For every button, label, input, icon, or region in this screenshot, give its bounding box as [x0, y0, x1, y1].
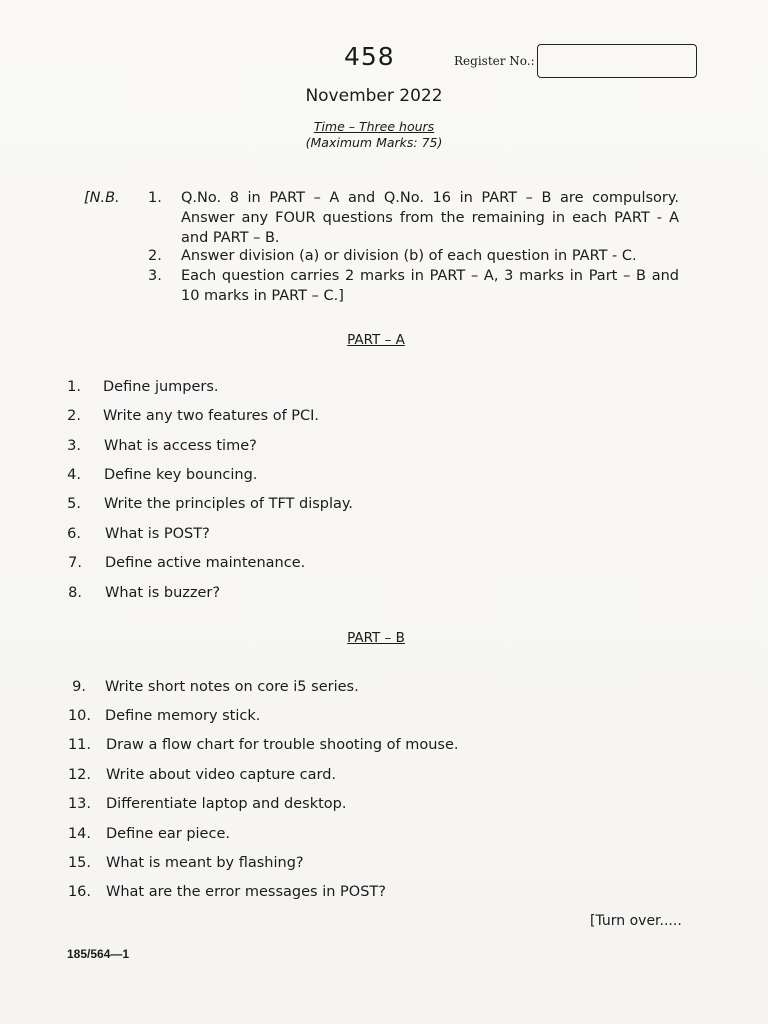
question-number: 9. — [72, 679, 86, 695]
question-text: What is meant by flashing? — [106, 855, 304, 871]
instruction-number: 1. — [148, 190, 162, 206]
question-text: Write the principles of TFT display. — [104, 496, 354, 512]
question-number: 1. — [67, 379, 81, 395]
register-number-label: Register No.: — [454, 54, 535, 68]
question-text: Differentiate laptop and desktop. — [106, 796, 347, 812]
question-text: Define memory stick. — [105, 708, 261, 724]
turn-over-note: [Turn over..... — [590, 913, 682, 929]
instruction-number: 2. — [148, 248, 162, 264]
paper-code: 458 — [344, 42, 395, 71]
question-number: 11. — [67, 737, 91, 753]
question-number: 16. — [67, 884, 91, 900]
question-number: 2. — [67, 408, 81, 424]
question-text: Write short notes on core i5 series. — [105, 679, 359, 695]
maximum-marks: (Maximum Marks: 75) — [305, 135, 443, 150]
exam-session: November 2022 — [305, 86, 443, 106]
footer-paper-code: 185/564—1 — [67, 947, 130, 961]
question-number: 8. — [68, 585, 82, 601]
question-text: What is access time? — [104, 438, 257, 454]
question-text: Draw a flow chart for trouble shooting of mouse. — [106, 737, 459, 753]
question-number: 14. — [67, 826, 91, 842]
question-number: 3. — [67, 438, 81, 454]
part-a-heading: PART – A — [347, 332, 405, 348]
question-number: 13. — [67, 796, 91, 812]
question-text: What is buzzer? — [105, 585, 221, 601]
exam-duration: Time – Three hours — [313, 119, 435, 134]
question-number: 4. — [67, 467, 81, 483]
question-text: Define jumpers. — [103, 379, 219, 395]
instruction-text: Answer division (a) or division (b) of each question in PART - C. — [181, 248, 637, 264]
question-text: What is POST? — [105, 526, 210, 542]
part-b-heading: PART – B — [347, 630, 405, 646]
question-number: 10. — [67, 708, 91, 724]
register-number-box — [537, 44, 697, 78]
instruction-text: Each question carries 2 marks in PART – A, 3 marks in Part – B and 10 marks in PART – C.] — [181, 268, 679, 304]
question-number: 5. — [67, 496, 81, 512]
question-text: Define ear piece. — [106, 826, 230, 842]
question-text: What are the error messages in POST? — [106, 884, 386, 900]
question-text: Define active maintenance. — [105, 555, 306, 571]
question-text: Write about video capture card. — [106, 767, 337, 783]
question-number: 15. — [67, 855, 91, 871]
question-text: Define key bouncing. — [104, 467, 258, 483]
question-text: Write any two features of PCI. — [103, 408, 320, 424]
instruction-number: 3. — [148, 268, 162, 284]
question-number: 6. — [67, 526, 81, 542]
question-number: 12. — [67, 767, 91, 783]
instructions-tag: [N.B. — [84, 190, 120, 206]
instruction-text: Q.No. 8 in PART – A and Q.No. 16 in PART – B are compulsory. Answer any FOUR questions from the remaining in each PART - A and PART – B. — [181, 190, 679, 246]
question-number: 7. — [68, 555, 82, 571]
